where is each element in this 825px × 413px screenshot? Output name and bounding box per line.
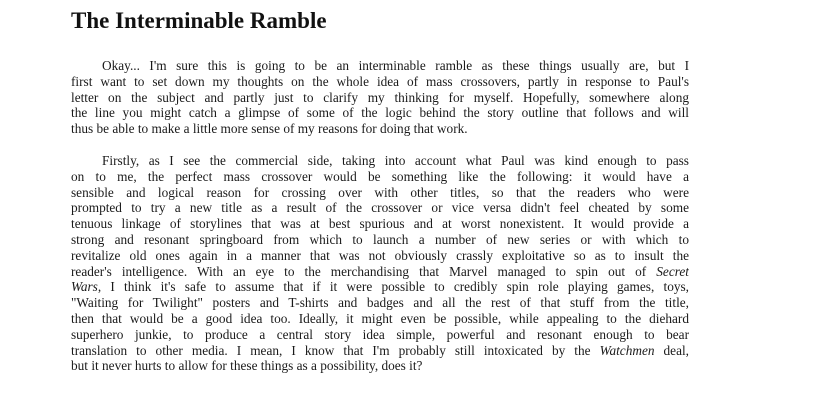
paragraph-line: tenuous linkage of storylines that was at best spurious and at worst nonexistent. It would provide a (71, 216, 689, 232)
paragraph-line: superhero junkie, to produce a central story idea simple, powerful and resonant enough to bear (71, 326, 689, 342)
text-run: , I think it's safe to assume that if it were possible to credibly spin role playing games, toys, (97, 279, 689, 295)
paragraph-line: prompted to try a new title as a result of the crossover or vice versa didn't feel cheated by some (71, 200, 689, 216)
paragraph-line: letter on the subject and partly just to clarify my thinking for myself. Hopefully, somewhere along (71, 89, 689, 105)
paragraph-line: Firstly, as I see the commercial side, taking into account what Paul was kind enough to pass (102, 152, 689, 168)
document-body (71, 58, 689, 374)
paragraph-line (71, 343, 689, 359)
paragraph-spacer (71, 137, 689, 153)
paragraph-2 (71, 153, 689, 374)
paragraph-1 (71, 58, 689, 137)
page-title: The Interminable Ramble (71, 8, 327, 33)
paragraph-line: but it never hurts to allow for these things as a possibility, does it? (71, 358, 423, 374)
paragraph-line: thus be able to make a little more sense of my reasons for doing that work. (71, 121, 468, 137)
paragraph-line: first want to set down my thoughts on the whole idea of mass crossovers, partly in response to Paul's (71, 73, 689, 89)
italic-title-watchmen: Watchmen (599, 342, 655, 358)
paragraph-line: sensible and logical reason for crossing over with other titles, so that the readers who were (71, 184, 689, 200)
paragraph-line (71, 264, 689, 280)
italic-title-wars: Wars (71, 279, 98, 295)
paragraph-line: the line you might catch a glimpse of some of the logic behind the story outline that follows and will (71, 105, 689, 121)
text-run: translation to other media. I mean, I know that I'm probably still intoxicated by the (71, 342, 600, 358)
paragraph-line: "Waiting for Twilight" posters and T-shirts and badges and all the rest of that stuff from the title, (71, 295, 689, 311)
text-run: deal, (654, 342, 689, 358)
paragraph-line: strong and resonant springboard from which to launch a number of new series or with which to (71, 231, 689, 247)
italic-title-secret: Secret (656, 263, 689, 279)
paragraph-line: then that would be a good idea too. Ideally, it might even be possible, while appealing to the diehard (71, 310, 689, 326)
paragraph-line: Okay... I'm sure this is going to be an interminable ramble as these things usually are, but I (102, 58, 689, 73)
text-run: reader's intelligence. With an eye to the merchandising that Marvel managed to spin out of (71, 263, 657, 279)
paragraph-line: revitalize old ones again in a manner that was not obviously crassly exploitative so as to insult the (71, 247, 689, 263)
paragraph-line (71, 279, 689, 295)
paragraph-line: on to me, the perfect mass crossover would be something like the following: it would have a (71, 168, 689, 184)
